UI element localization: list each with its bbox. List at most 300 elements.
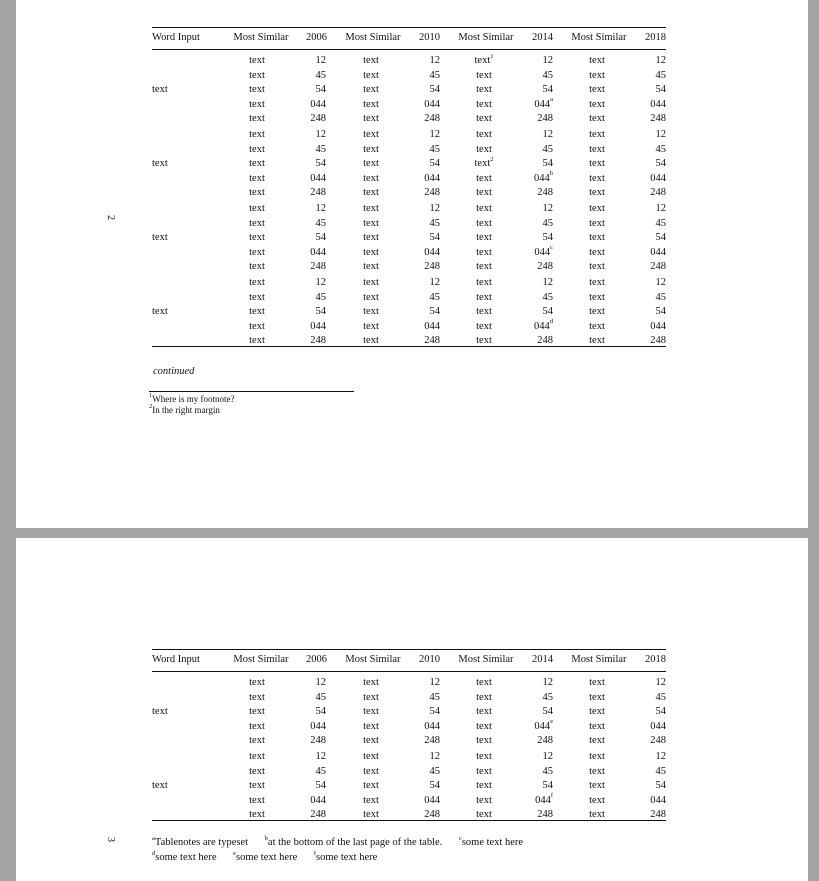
table-cell — [469, 677, 499, 689]
table-cell — [356, 84, 386, 96]
table-cell — [416, 84, 440, 96]
tablenote-text: some text here — [155, 852, 217, 863]
table-cell — [469, 306, 499, 318]
table-cell — [642, 766, 666, 778]
table-cell — [469, 155, 499, 170]
cell-value: 248 — [310, 113, 326, 125]
table-cell — [469, 692, 499, 704]
table-cell — [302, 306, 326, 318]
cell-value: text — [363, 765, 379, 777]
cell-value: 12 — [655, 203, 666, 214]
cell-value: text — [476, 691, 492, 703]
table-cell — [529, 677, 553, 689]
cell-value: text — [363, 69, 379, 81]
table-cell — [469, 766, 499, 778]
cell-value: 45 — [315, 291, 326, 303]
table-cell — [416, 70, 440, 82]
cell-value: text — [589, 69, 605, 81]
table-cell — [356, 692, 386, 704]
cell-value: text — [589, 129, 605, 140]
table-cell — [356, 795, 386, 807]
cell-value: 12 — [429, 55, 440, 66]
cell-value: text — [363, 735, 379, 747]
cell-value: text — [476, 98, 492, 110]
cell-value: text — [249, 232, 265, 244]
table-cell — [642, 232, 666, 244]
table-cell — [242, 677, 272, 689]
cell-value: text — [363, 261, 379, 273]
table-cell — [242, 277, 272, 289]
table-cell — [529, 735, 553, 747]
table-cell — [469, 735, 499, 747]
table-cell — [302, 721, 326, 733]
table-cell — [302, 335, 326, 347]
table-cell — [356, 780, 386, 792]
table-cell — [529, 335, 553, 347]
cell-value: text — [363, 291, 379, 303]
table-cell — [582, 766, 612, 778]
table-cell — [302, 55, 326, 67]
cell-value: 044 — [424, 320, 440, 332]
cell-value: text — [249, 84, 265, 96]
table-cell — [302, 261, 326, 273]
table-cell — [302, 677, 326, 689]
table-cell — [416, 766, 440, 778]
results-table — [152, 27, 666, 347]
cell-value: text — [589, 320, 605, 332]
table-cell — [302, 706, 326, 718]
cell-value: 45 — [542, 291, 553, 303]
tablenote-text: Tablenotes are typeset — [154, 837, 249, 848]
cell-value: text — [476, 291, 492, 303]
table-cell — [469, 335, 499, 347]
table-cell — [529, 232, 553, 244]
cell-value: text — [476, 735, 492, 747]
table-cell — [242, 203, 272, 215]
table-cell — [242, 261, 272, 273]
table-cell — [582, 780, 612, 792]
word-input-cell: text — [152, 84, 168, 96]
cell-value: 248 — [424, 187, 440, 199]
cell-value: text — [589, 306, 605, 318]
cell-value: text — [476, 706, 492, 718]
table-cell — [642, 203, 666, 215]
cell-value: 248 — [424, 335, 440, 347]
row-group — [152, 276, 666, 346]
cell-value: text — [249, 277, 265, 288]
table-cell — [356, 735, 386, 747]
table-cell — [416, 113, 440, 125]
table-cell — [529, 84, 553, 96]
table-cell — [242, 809, 272, 821]
table-cell — [302, 84, 326, 96]
cell-value: text — [589, 172, 605, 184]
cell-value: text — [249, 98, 265, 110]
note-marker: b — [549, 170, 553, 178]
cell-value: text — [476, 765, 492, 777]
table-cell — [356, 721, 386, 733]
table-cell — [642, 158, 666, 170]
cell-value: text — [363, 143, 379, 155]
table-cell — [582, 277, 612, 289]
cell-value: 248 — [424, 113, 440, 125]
cell-value: text — [476, 780, 492, 792]
table-cell — [642, 84, 666, 96]
cell-value: text — [363, 217, 379, 229]
footnote-text: In the right margin — [152, 405, 220, 415]
cell-value: 12 — [542, 129, 553, 140]
table-row — [152, 277, 666, 291]
table-cell — [242, 113, 272, 125]
table-cell — [416, 780, 440, 792]
table-cell — [356, 706, 386, 718]
table-row — [152, 244, 666, 261]
table-cell — [302, 158, 326, 170]
row-group — [152, 54, 666, 128]
note-marker: a — [550, 96, 553, 104]
tablenote-text: at the bottom of the last page of the table. — [267, 837, 443, 848]
table-cell — [242, 751, 272, 763]
cell-value: 54 — [542, 84, 553, 96]
table-cell — [642, 292, 666, 304]
table-cell — [242, 129, 272, 141]
table-cell — [582, 735, 612, 747]
cell-value: text — [363, 706, 379, 718]
table-cell — [416, 247, 440, 259]
row-group — [152, 676, 666, 750]
table-row — [152, 218, 666, 232]
table-cell — [302, 735, 326, 747]
table-row — [152, 735, 666, 749]
cell-value: text — [589, 751, 605, 762]
cell-value: 044 — [534, 320, 550, 332]
table-cell — [529, 170, 553, 185]
table-cell — [642, 306, 666, 318]
cell-value: 54 — [429, 706, 440, 718]
table-cell — [529, 306, 553, 318]
cell-value: 12 — [542, 277, 553, 288]
table-cell — [529, 187, 553, 199]
cell-value: 45 — [542, 69, 553, 81]
column-header: 2014 — [532, 654, 553, 665]
table-row — [152, 751, 666, 765]
table-cell — [582, 692, 612, 704]
cell-value: 54 — [542, 232, 553, 244]
table-cell — [529, 55, 553, 67]
cell-value: text — [363, 84, 379, 96]
table-cell — [302, 780, 326, 792]
table-cell — [356, 187, 386, 199]
cell-value: 54 — [542, 706, 553, 718]
table-cell — [302, 187, 326, 199]
cell-value: text — [589, 765, 605, 777]
table-cell — [582, 55, 612, 67]
table-cell — [582, 232, 612, 244]
table-cell — [529, 277, 553, 289]
table-cell — [302, 292, 326, 304]
cell-value: 54 — [315, 306, 326, 318]
table-cell — [642, 335, 666, 347]
cell-value: 044 — [310, 172, 326, 184]
cell-value: 12 — [429, 129, 440, 140]
table-row — [152, 677, 666, 691]
cell-value: text — [589, 720, 605, 732]
table-row — [152, 96, 666, 113]
cell-value: text — [363, 113, 379, 125]
cell-value: text — [589, 277, 605, 288]
cell-value: 45 — [429, 691, 440, 703]
table-cell — [302, 232, 326, 244]
table-cell — [642, 113, 666, 125]
table-cell — [302, 70, 326, 82]
cell-value: text — [363, 158, 379, 170]
cell-value: text — [589, 291, 605, 303]
table-cell — [582, 247, 612, 259]
cell-value: 248 — [537, 735, 553, 747]
cell-value: text — [249, 246, 265, 258]
cell-value: 044 — [534, 98, 551, 110]
table-cell — [642, 751, 666, 763]
cell-value: 12 — [315, 203, 326, 214]
cell-value: 45 — [655, 691, 666, 703]
cell-value: text — [249, 691, 265, 703]
footnote-text: Where is my footnote? — [152, 394, 235, 404]
table-cell — [356, 677, 386, 689]
table-cell — [302, 795, 326, 807]
table-row — [152, 232, 666, 246]
table-cell — [529, 96, 553, 111]
cell-value: 248 — [310, 335, 326, 347]
cell-value: text — [249, 69, 265, 81]
column-header: Most Similar — [458, 654, 514, 665]
cell-value: text — [249, 320, 265, 332]
table-cell — [642, 677, 666, 689]
table-header — [152, 650, 666, 671]
table-cell — [416, 809, 440, 821]
tablenotes-line-1 — [152, 834, 537, 848]
table-cell — [302, 247, 326, 259]
table-cell — [469, 203, 499, 215]
footnote-mark: 2 — [149, 403, 153, 410]
cell-value: text — [589, 187, 605, 199]
table-row — [152, 318, 666, 335]
tablenote — [233, 849, 298, 863]
table-row — [152, 70, 666, 84]
cell-value: text — [476, 261, 492, 273]
table-cell — [302, 203, 326, 215]
table-cell — [242, 692, 272, 704]
tablenote-mark: e — [233, 849, 236, 857]
word-input-cell: text — [152, 780, 168, 792]
cell-value: text — [589, 55, 605, 66]
table-cell — [529, 292, 553, 304]
cell-value: 248 — [650, 735, 666, 747]
table-cell — [469, 232, 499, 244]
document-page-3 — [16, 538, 808, 881]
cell-value: 044 — [534, 246, 551, 258]
word-input-cell: text — [152, 232, 168, 244]
table-cell — [642, 247, 666, 259]
cell-value: text — [363, 187, 379, 199]
table-cell — [356, 261, 386, 273]
table-cell — [416, 335, 440, 347]
table-body — [152, 50, 666, 346]
table-cell — [302, 113, 326, 125]
table-cell — [582, 751, 612, 763]
table-cell — [356, 129, 386, 141]
cell-value: 54 — [429, 780, 440, 792]
table-cell — [642, 144, 666, 156]
cell-value: 45 — [429, 143, 440, 155]
cell-value: text — [249, 706, 265, 718]
table-cell — [582, 292, 612, 304]
table-cell — [642, 706, 666, 718]
cell-value: 54 — [542, 158, 553, 170]
cell-value: text — [589, 246, 605, 258]
cell-value: 54 — [655, 232, 666, 244]
table-cell — [416, 187, 440, 199]
table-cell — [529, 113, 553, 125]
table-cell — [469, 129, 499, 141]
cell-value: 248 — [310, 187, 326, 199]
cell-value: 12 — [429, 277, 440, 288]
table-cell — [642, 721, 666, 733]
table-cell — [469, 173, 499, 185]
cell-value: 54 — [315, 780, 326, 792]
table-row — [152, 84, 666, 98]
cell-value: text — [476, 187, 492, 199]
cell-value: 12 — [542, 751, 553, 762]
table-row — [152, 52, 666, 69]
cell-value: text — [589, 232, 605, 244]
cell-value: 248 — [310, 735, 326, 747]
table-row — [152, 718, 666, 735]
cell-value: 248 — [650, 335, 666, 347]
row-group — [152, 202, 666, 276]
table-cell — [529, 144, 553, 156]
table-row — [152, 155, 666, 172]
cell-value: 12 — [655, 129, 666, 140]
cell-value: text — [589, 706, 605, 718]
cell-value: text — [249, 203, 265, 214]
note-marker: f — [550, 792, 553, 800]
cell-value: 54 — [315, 84, 326, 96]
footnote-2 — [149, 405, 220, 415]
table-cell — [302, 751, 326, 763]
table-cell — [529, 261, 553, 273]
note-marker: d — [549, 318, 553, 326]
table-cell — [582, 113, 612, 125]
cell-value: 12 — [315, 277, 326, 288]
cell-value: text — [476, 217, 492, 229]
page-number: 2 — [105, 215, 116, 220]
column-header: Most Similar — [571, 32, 627, 43]
table-cell — [642, 261, 666, 273]
table-cell — [529, 218, 553, 230]
table-cell — [302, 321, 326, 333]
cell-value: 044 — [424, 794, 440, 806]
cell-value: 044 — [424, 98, 440, 110]
table-row — [152, 113, 666, 127]
cell-value: text — [476, 277, 492, 288]
table-cell — [642, 55, 666, 67]
tablenote — [313, 849, 378, 863]
cell-value: 54 — [655, 780, 666, 792]
cell-value: text — [249, 172, 265, 184]
table-cell — [582, 706, 612, 718]
cell-value: 044 — [534, 172, 550, 184]
cell-value: text — [363, 335, 379, 347]
table-cell — [356, 306, 386, 318]
cell-value: text — [476, 751, 492, 762]
table-cell — [416, 735, 440, 747]
cell-value: 248 — [424, 261, 440, 273]
table-cell — [356, 247, 386, 259]
cell-value: 45 — [655, 765, 666, 777]
cell-value: text — [589, 794, 605, 806]
table-cell — [469, 706, 499, 718]
cell-value: 248 — [537, 261, 553, 273]
cell-value: 044 — [535, 794, 551, 806]
tablenote — [264, 834, 443, 848]
cell-value: text — [363, 172, 379, 184]
tablenote — [152, 834, 249, 848]
cell-value: text — [249, 306, 265, 318]
column-header: Word Input — [152, 32, 200, 43]
cell-value: 12 — [655, 677, 666, 688]
table-cell — [302, 766, 326, 778]
cell-value: 12 — [542, 677, 553, 688]
table-cell — [242, 321, 272, 333]
table-cell — [416, 55, 440, 67]
cell-value: text — [476, 794, 492, 806]
table-cell — [642, 809, 666, 821]
cell-value: text — [476, 306, 492, 318]
cell-value: text — [363, 720, 379, 732]
table-body — [152, 672, 666, 820]
cell-value: text — [249, 143, 265, 155]
table-cell — [356, 766, 386, 778]
row-group — [152, 128, 666, 202]
table-cell — [242, 70, 272, 82]
table-cell — [469, 187, 499, 199]
cell-value: 45 — [429, 765, 440, 777]
table-row — [152, 144, 666, 158]
table-cell — [302, 692, 326, 704]
cell-value: 45 — [542, 217, 553, 229]
cell-value: 044 — [424, 172, 440, 184]
cell-value: text — [249, 261, 265, 273]
cell-value: 044 — [424, 246, 440, 258]
cell-value: 044 — [650, 720, 666, 732]
table-cell — [469, 144, 499, 156]
table-cell — [356, 99, 386, 111]
table-cell — [529, 129, 553, 141]
table-row — [152, 706, 666, 720]
table-row — [152, 292, 666, 306]
table-cell — [356, 292, 386, 304]
table-cell — [582, 84, 612, 96]
cell-value: 54 — [655, 158, 666, 170]
table-cell — [416, 677, 440, 689]
cell-value: 248 — [537, 335, 553, 347]
column-header: 2014 — [532, 32, 553, 43]
cell-value: 45 — [315, 69, 326, 81]
table-cell — [582, 721, 612, 733]
table-row — [152, 129, 666, 143]
table-cell — [529, 751, 553, 763]
cell-value: text — [363, 232, 379, 244]
